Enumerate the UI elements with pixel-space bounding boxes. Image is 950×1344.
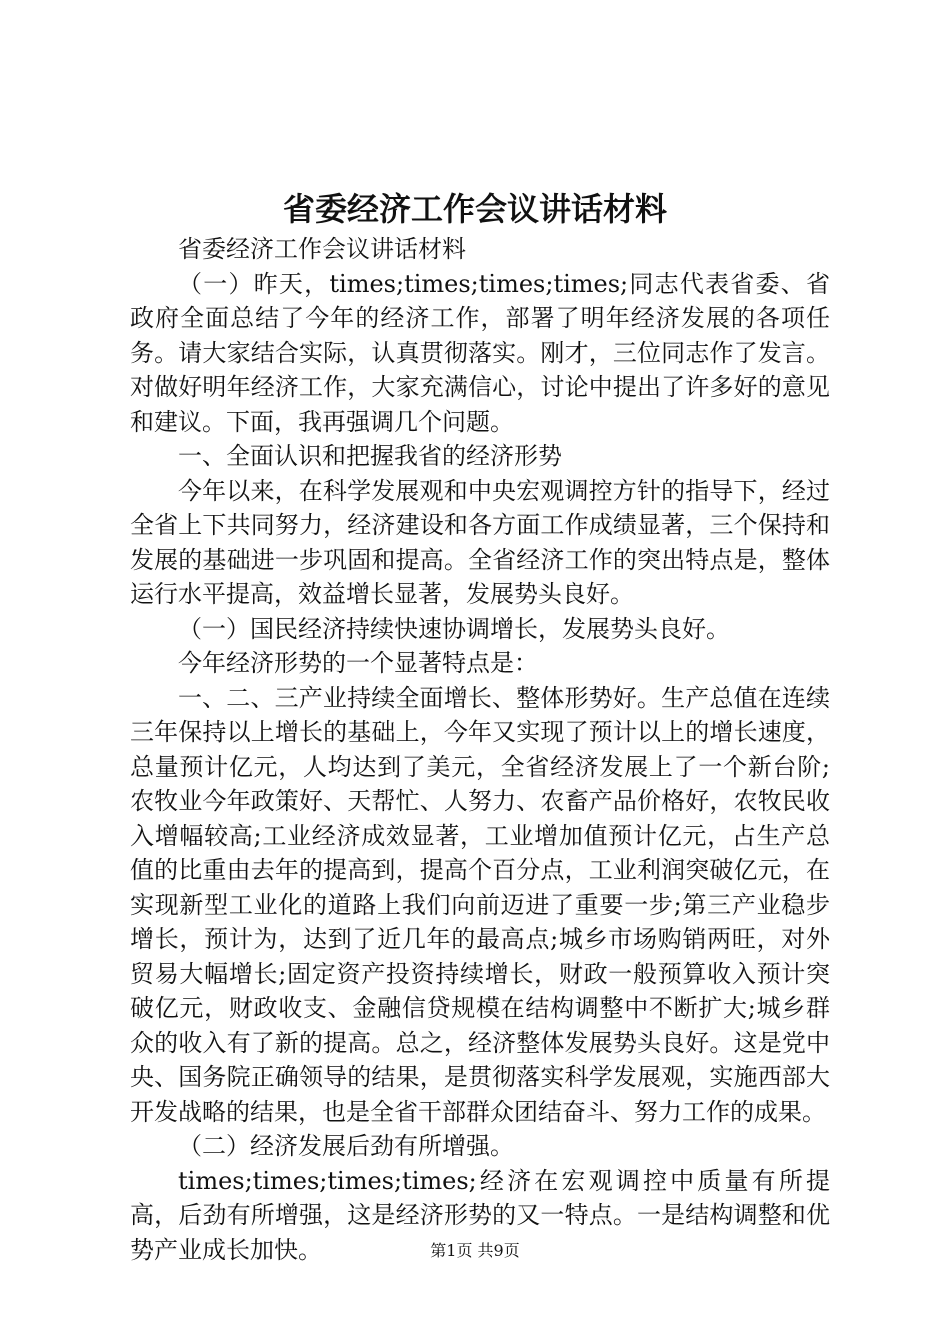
section-heading: 一、全面认识和把握我省的经济形势	[178, 442, 562, 470]
document-title: 省委经济工作会议讲话材料	[282, 190, 667, 228]
page-footer: 第1页 共9页	[430, 1241, 520, 1260]
paragraph: （一）昨天，times;times;times;times;同志代表省委、省政府全面总结了今年的经济工作，部署了明年经济发展的各项任务。请大家结合实际，认真贯彻落实。刚才，三位同志作了发言。对做好明年经济工作，大家充满信心，讨论中提出了许多好的意见和建议。下面，我再强调几个问题。	[130, 269, 830, 436]
subsection-heading: （一）国民经济持续快速协调增长，发展势头良好。	[178, 614, 730, 643]
subsection-heading: （二）经济发展后劲有所增强。	[178, 1132, 514, 1160]
paragraph: 省委经济工作会议讲话材料	[178, 235, 466, 263]
paragraph: 今年经济形势的一个显著特点是：	[178, 649, 538, 677]
paragraph: 一、二、三产业持续全面增长、整体形势好。生产总值在连续三年保持以上增长的基础上，今年又实现了预计以上的增长速度，总量预计亿元，人均达到了美元，全省经济发展上了一个新台阶;农牧业今年政策好、天帮忙、人努力、农畜产品价格好，农牧民收入增幅较高;工业经济成效显著，工业增加值预计亿元，占生产总值的比重由去年的提高到，提高个百分点，工业利润突破亿元，在实现新型工业化的道路上我们向前迈进了重要一步;第三产业稳步增长，预计为，达到了近几年的最高点;城乡市场购销两旺，对外贸易大幅增长;固定资产投资持续增长，财政一般预算收入预计突破亿元，财政收支、金融信贷规模在结构调整中不断扩大;城乡群众的收入有了新的提高。总之，经济整体发展势头良好。这是党中央、国务院正确领导的结果，是贯彻落实科学发展观，实施西部大开发战略的结果，也是全省干部群众团结奋斗、努力工作的成果。	[130, 683, 830, 1126]
paragraph: times;times;times;times;经济在宏观调控中质量有所提高，后劲有所增强，这是经济形势的又一特点。一是结构调整和优势产业成长加快。	[130, 1166, 830, 1264]
document-body	[130, 232, 830, 1267]
paragraph: 今年以来，在科学发展观和中央宏观调控方针的指导下，经过全省上下共同努力，经济建设和各方面工作成绩显著，三个保持和发展的基础进一步巩固和提高。全省经济工作的突出特点是，整体运行水平提高，效益增长显著，发展势头良好。	[130, 476, 830, 608]
